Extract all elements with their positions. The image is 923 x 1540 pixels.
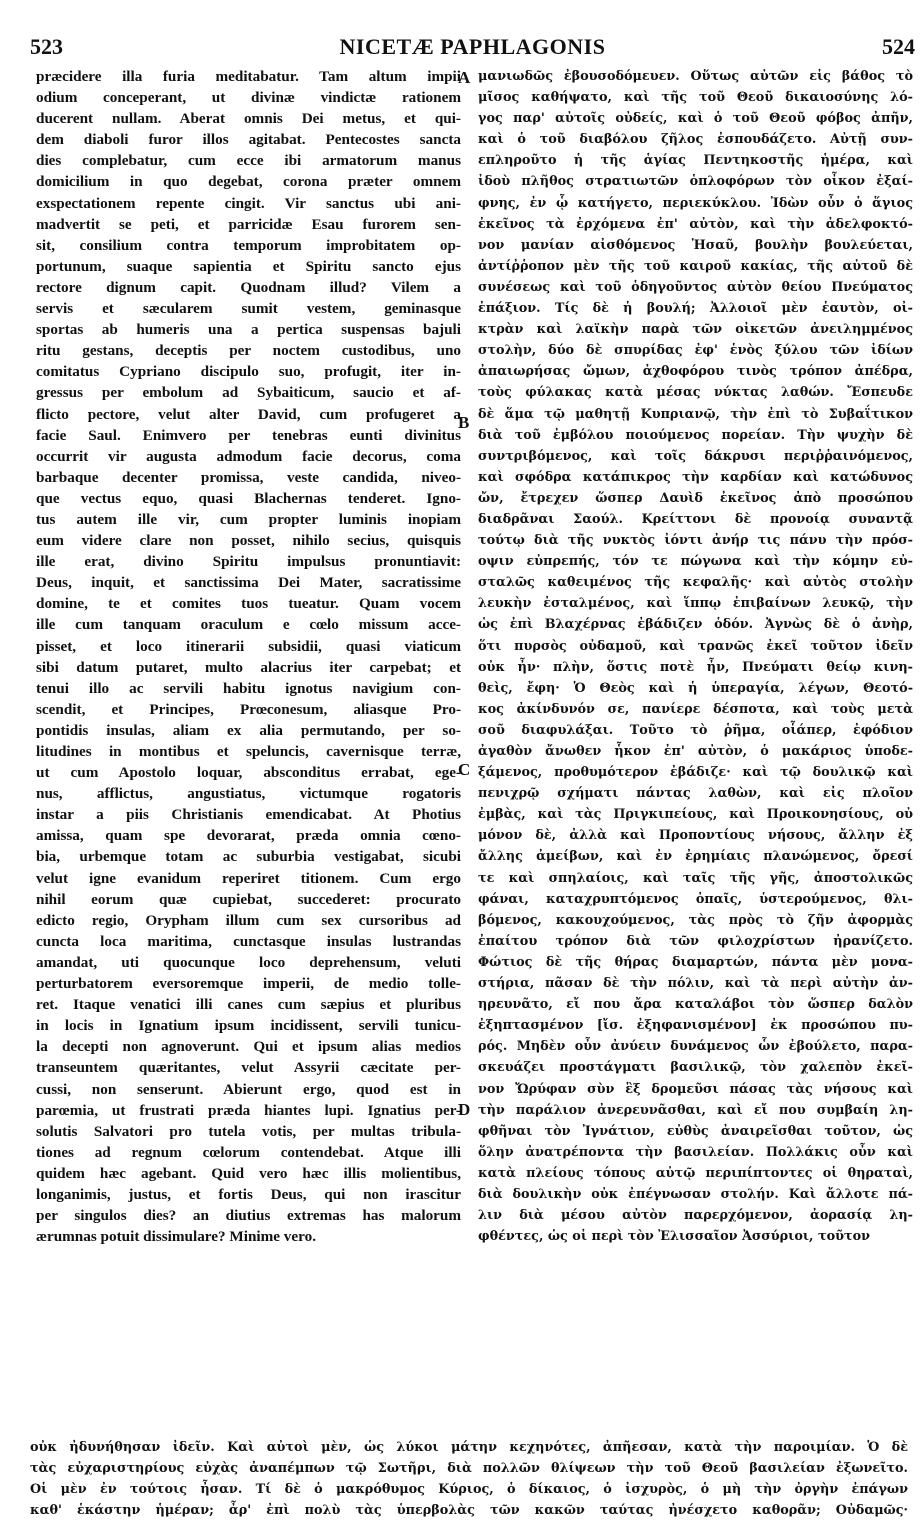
- greek-text-line: ἀντίῤῥοπον μὲν τῆς τοῦ καιροῦ κακίας, τῆς αὐτοῦ δὲ: [478, 258, 913, 274]
- greek-text-line: οὐκ ἦν· πλὴν, ὅστις ποτὲ ἦν, Πνεύματι θείῳ κινη-: [478, 659, 913, 675]
- greek-text-line: ἐξηπτασμένον [ἴσ. ἐξηφανισμένον] ἐκ προσώπου πυ-: [478, 1018, 913, 1034]
- latin-text-line: præcidere illa furia meditabatur. Tam altum impii: [36, 68, 461, 85]
- greek-text-line: τούτῳ διὰ τῆς νυκτὸς ἰόντι ἀνήρ τις πάνυ τὴν πρόσ-: [478, 533, 913, 549]
- greek-text-line: τε καὶ σπηλαίοις, καὶ ταῖς τῆς γῆς, ἀποστολικῶς: [478, 870, 913, 886]
- greek-text-line: οψιν εὐπρεπής, τόν τε πώγωνα καὶ τὴν κόμην εὐ-: [478, 554, 913, 570]
- greek-column: [478, 66, 913, 1247]
- latin-text-line: per singulos dies? an diutius extremas has malorum: [36, 1207, 461, 1225]
- latin-column: [36, 66, 461, 1247]
- latin-text-line: Deus, inquit, et sanctissima Dei Mater, sacratissime: [36, 574, 461, 592]
- greek-text-line: σκευάζει προστάγματι βασιλικῷ, τὸν χαλεπὸν ἐκεῖ-: [478, 1060, 913, 1076]
- latin-text-line: scendit, et Principes, Prœconesum, aliasque Pro-: [36, 700, 461, 718]
- greek-text-line: μῖσος καθήψατο, καὶ τῆς τοῦ Θεοῦ δικαιοσύνης λό-: [478, 90, 913, 106]
- greek-text-line: συντριβόμενος, καὶ τοῖς δάκρυσι περιῤῥαινόμενος,: [478, 448, 913, 464]
- latin-text-line: bia, urbemque totam ac suburbia vestigabat, sicubi: [36, 848, 461, 866]
- latin-text-line: nihil eorum quæ cupiebat, succederet: procurato: [36, 890, 461, 908]
- greek-text-line: ἀγαθὸν ἄνωθεν ἧκον ἐπ' αὐτὸν, ὁ μακάριος ὑποδε-: [478, 744, 913, 759]
- latin-text-line: servis et sæcularem sumit vestem, geminasque: [36, 300, 461, 318]
- section-marker-a: A: [458, 68, 471, 87]
- greek-text-line: ξάμενος, προθυμότερον ἐβάδιζε· καὶ τῷ δουλικῷ καὶ: [478, 765, 913, 781]
- latin-text-line: gressus per embolum ad Sybaiticum, saucio et af-: [36, 384, 461, 402]
- greek-text-line: διὰ δουλικὴν οὐκ ἐπέγνωσαν στολήν. Καὶ ἄλλοτε πά-: [478, 1186, 913, 1202]
- latin-text-line: sit, consilium contra temporum improbitatem op-: [36, 236, 461, 254]
- latin-text-line: facie Saul. Enimvero per tenebras eunti divinitus: [36, 426, 461, 444]
- greek-text-line: τὴν παράλιον ἀνερευνᾶσθαι, καὶ εἴ που συμβαίη λη-: [478, 1102, 913, 1118]
- greek-text-line: φθέντες, ὡς οἱ περὶ τὸν Ἐλισσαῖον Ἀσσύριοι, τοῦτον: [478, 1229, 871, 1245]
- greek-text-line: φθῆναι τὸν Ἰγνάτιον, εὐθὺς ἀναιρεῖσθαι τοῦτον, ὡς: [478, 1123, 913, 1139]
- latin-text-line: amandat, uti quocunque loco deprehensum, veluti: [36, 953, 461, 971]
- page-number-right: 524: [882, 34, 915, 59]
- latin-text-line: pontidis insulas, aliam ex alia permutando, per so-: [36, 721, 461, 739]
- latin-text-line: solutis Salvatori pro tutela votis, per multas tribula-: [36, 1122, 461, 1140]
- latin-text-line: transeuntem quæritantes, velut Assyrii cæcitate per-: [36, 1059, 461, 1077]
- greek-text-line: ὅλην ἀνατρέποντα τὴν βασιλείαν. Πολλάκις οὖν καὶ: [478, 1144, 913, 1160]
- section-marker-b: B: [458, 413, 470, 432]
- latin-text-line: rectore dignum capit. Quodnam illud? Vilem a: [36, 278, 461, 296]
- latin-text-line: pisset, et loco itinerarii subsidii, quasi viaticum: [36, 637, 461, 655]
- greek-text-line: τοὺς φύλακας κατὰ μέσας νύκτας λαθών. Ἔσπευδε: [478, 385, 913, 401]
- greek-text-line: στήρια, πᾶσαν δὲ τὴν πόλιν, καὶ τὰ περὶ αὐτὴν ἀν-: [478, 976, 913, 992]
- latin-text-line: exspectationem repente cingit. Vir sanctus ubi ani-: [36, 194, 461, 212]
- greek-text-line: ὤν, ἔτρεχεν ὥσπερ Δαυὶδ ἐκεῖνος ἀπὸ προσώπου: [478, 490, 913, 506]
- latin-text-line: tiones ad regnum cœlorum contendebat. Atque illi: [36, 1143, 461, 1161]
- latin-text-line: tenui illo ac servili habitu ignotus navigium con-: [36, 679, 461, 697]
- section-marker-d: D: [458, 1100, 471, 1119]
- latin-text-line: ærumnas potuit dissimulare? Minime vero.: [36, 1228, 316, 1246]
- section-marker-c: C: [458, 760, 471, 779]
- latin-text-line: ille cum tanquam oraculum e cœlo missum acce-: [36, 616, 461, 634]
- greek-text-line: νον μανίαν αἰσθόμενος Ἡσαῦ, βουλὴν βουλεύεται,: [478, 237, 913, 253]
- latin-text-line: domine, te et comites tuos tueatur. Quam vocem: [36, 595, 461, 613]
- latin-text-line: portunum, suaque sapientia et Spiritu sancto ejus: [36, 257, 461, 275]
- greek-text-line: επληροῦτο ἡ τῆς ἁγίας Πεντηκοστῆς ἡμέρα, καὶ: [478, 153, 913, 169]
- greek-text-line: ἀπαιωρήσας ὤμων, ἀχθοφόρου τινὸς τρόπον ἀπέδρα,: [478, 364, 913, 380]
- page-header: [30, 34, 915, 62]
- latin-text-line: flicto pectore, velut alter David, cum profugeret a: [36, 405, 461, 423]
- latin-text-line: barbaque decenter promissa, veste candida, niveo-: [36, 468, 461, 486]
- greek-text-line: ρός. Μηδὲν οὖν ἀνύειν δυνάμενος ὧν ἐβούλετο, παρα-: [478, 1039, 913, 1055]
- full-width-text-line: καθ' ἑκάστην ἡμέραν; ἆρ' ἐπὶ πολὺ τὰς ὑπερβολὰς τῶν κακῶν ταύτας ἠνέσχετο καθορᾶν; Οὐδαμῶς·: [30, 1503, 908, 1519]
- full-width-text-line: τὰς εὐχαριστηρίους εὐχὰς ἀναπέμπων τῷ Σωτῆρι, διὰ πολλῶν θλίψεων τὴν τοῦ Θεοῦ βασιλείαν ἐξωνεῖτο.: [30, 1461, 908, 1477]
- greek-text-line: δὲ ἅμα τῷ μαθητῇ Κυπριανῷ, τὴν ἐπὶ τὸ Συβαΐτικον: [478, 406, 913, 422]
- greek-text-line: φάναι, καταχρυπτόμενος ὀπαῖς, ὑστερούμενος, θλι-: [478, 891, 913, 907]
- latin-text-line: sportas ab humeris una a pertica suspensas bajuli: [36, 321, 461, 339]
- greek-text-line: φνης, ἐν ᾧ κατήγετο, περιεκύκλου. Ἰδὼν οὖν ὁ ἅγιος: [478, 195, 913, 211]
- greek-text-line: στολὴν, δύο δὲ σπυρίδας ἐφ' ἑνὸς ξύλου τῶν ἰδίων: [478, 343, 913, 359]
- latin-text-line: cussi, non senserunt. Abierunt ergo, quod est in: [36, 1080, 461, 1098]
- greek-text-line: ὅτι πυρσὸς οὐδαμοῦ, καὶ τρανῶς ἐκεῖ τοῦτον ἰδεῖν: [478, 638, 913, 654]
- greek-text-line: βόμενος, κακουχούμενος, τὰς πρὸς τὸ ζῆν ἀφορμὰς: [478, 912, 913, 928]
- greek-text-line: κατὰ πλείους τόπους αὐτῷ περιπίπτοντες οἱ θηραταὶ,: [478, 1165, 913, 1181]
- greek-text-line: σοῦ διαφυλάξαι. Τοῦτο τὸ ῥῆμα, οἷάπερ, ἐφόδιον: [478, 722, 913, 738]
- latin-text-line: edicto regio, Orypham illum cum sex cursoribus ad: [36, 911, 461, 929]
- latin-text-line: longanimis, justus, et fortis Deus, qui non irascitur: [36, 1185, 461, 1203]
- latin-text-line: ille erat, divino Spiritu impulsus pronuntiavit:: [36, 553, 461, 571]
- greek-text-line: λιν διὰ μέσου αὐτὸν παρερχόμενον, ἀορασίᾳ λη-: [478, 1208, 913, 1224]
- greek-text-line: καὶ σφόδρα κατάπικρος τὴν καρδίαν καὶ κατώδυνος: [478, 469, 913, 485]
- latin-text-line: domicilium in quo degebat, corona præter omnem: [36, 173, 461, 191]
- latin-text-line: instar a piis Christianis emendicabat. At Photius: [36, 806, 461, 824]
- latin-text-line: comitatus Cypriano discipulo suo, profugit, iter in-: [36, 363, 461, 381]
- latin-text-line: tus autem ille vir, cum propter luminis inopiam: [36, 510, 461, 528]
- running-title: NICETÆ PAPHLAGONIS: [339, 34, 606, 59]
- latin-text-line: odium conceperant, ut divinæ vindictæ rationem: [36, 89, 461, 107]
- latin-text-line: quidem hæc agebant. Quid vero hæc illis molientibus,: [36, 1164, 461, 1182]
- greek-text-line: νον Ὤρύφαν σὺν ἓξ δρομεῦσι πάσας τὰς νήσους καὶ: [478, 1081, 913, 1097]
- latin-text-line: eum videre clare non posset, nihilo secius, quisquis: [36, 532, 461, 550]
- greek-text-line: μόνον δὲ, ἀλλὰ καὶ Προποντίους νήσους, ἄλλην ἐξ: [478, 828, 913, 844]
- latin-text-line: la decepti non agnoverunt. Qui et ipsum alias medios: [36, 1038, 461, 1056]
- page-number-left: 523: [30, 34, 63, 59]
- latin-text-line: in locis in Ignatium ipsum incidissent, servili tunicu-: [36, 1017, 461, 1035]
- greek-text-line: ηρευνᾶτο, εἴ που ἄρα καταλάβοι τὸν ὥσπερ δαλὸν: [478, 997, 913, 1013]
- greek-text-line: γος παρ' αὐτοῖς οὐδείς, καὶ ὁ τοῦ Θεοῦ φόβος ἀπῆν,: [478, 111, 913, 127]
- greek-text-line: κτρὰν καὶ λαϊκὴν παρὰ τῶν οἰκετῶν ἀνειλημμένος: [478, 322, 913, 338]
- greek-text-line: σταλῶς καθειμένος τῆς κεφαλῆς· καὶ αὐτὸς στολὴν: [478, 575, 913, 591]
- latin-text-line: ret. Itaque venatici illi canes cum sæpius et pluribus: [36, 996, 461, 1014]
- latin-text-line: ducerent nullam. Aberat omnis Dei metus, et qui-: [36, 110, 461, 128]
- greek-text-line: θεὶς, ἔφη· Ὁ Θεὸς καὶ ἡ ὑπεραγία, λέγων, Θεοτό-: [478, 680, 913, 696]
- greek-text-line: ἄλλης ἀμείβων, καὶ ἐν ἐρημίαις πλανώμενος, ὄρεσί: [478, 849, 913, 865]
- greek-text-line: διὰ τοῦ ἐμβόλου ποιούμενος πορείαν. Τὴν ψυχὴν δὲ: [478, 427, 913, 443]
- latin-text-line: parœmia, ut frustrati præda hiantes lupi. Ignatius per-: [36, 1101, 461, 1119]
- full-width-greek-text: [30, 1437, 908, 1521]
- latin-text-line: occurrit vir augusta admodum facie decorus, coma: [36, 447, 461, 465]
- latin-text-line: litudines in montibus et speluncis, cavernisque terræ,: [36, 743, 461, 760]
- greek-text-line: ἐκεῖνος τὰ ἐρχόμενα ἐπ' αὐτὸν, καὶ τὴν ἀδελφοκτό-: [478, 216, 913, 232]
- greek-text-line: Φώτιος δὲ τῆς θήρας διαμαρτών, πάντα μὲν μονα-: [478, 954, 913, 970]
- latin-text-line: ritu gestans, deceptis per noctem custodibus, uno: [36, 342, 461, 360]
- greek-text-line: διαδρᾶναι Σαούλ. Κρείττονι δὲ προνοίᾳ συναντᾷ: [478, 511, 913, 527]
- greek-text-line: πενιχρῷ σχήματι πάντας λαθὼν, καὶ εἰς πλοῖον: [478, 786, 913, 802]
- latin-text-line: dem diaboli furor illos agitabat. Pentecostes sancta: [36, 131, 461, 149]
- latin-text-line: velut igne evanidum reperiret titionem. Cum ergo: [36, 869, 461, 887]
- latin-text-line: sibi datum putaret, multo alacrius iter carpebat; et: [36, 658, 461, 676]
- latin-text-line: dies complebatur, cum ecce ibi armatorum manus: [36, 152, 461, 170]
- greek-text-line: ἐπάξιον. Τίς δὲ ἡ βουλή; Ἀλλοιοῖ μὲν ἑαυτὸν, οἰ-: [478, 301, 913, 317]
- full-width-text-line: οὐκ ἠδυνήθησαν ἰδεῖν. Καὶ αὐτοὶ μὲν, ὡς λύκοι μάτην κεχηνότες, ἀπῆεσαν, κατὰ τὴν παροιμίαν. Ὁ δὲ: [30, 1440, 908, 1455]
- latin-text-line: madvertit se peti, et parricidæ Esau furorem sen-: [36, 215, 461, 233]
- greek-text-line: συνέσεως καὶ τοῦ ὁδηγοῦντος αὐτὸν θείου Πνεύματος: [478, 279, 913, 295]
- latin-text-line: amissa, quam spe devorarat, præda omnia cœno-: [36, 827, 461, 845]
- latin-text-line: que vectus equo, quasi Blachernas tenderet. Igno-: [36, 489, 461, 507]
- greek-text-line: ἐπαίτου τρόπον διὰ τῶν φιλοχρίστων ἠρανίζετο.: [478, 933, 913, 949]
- latin-text-line: perturbatorem eversoremque imperii, de medio tolle-: [36, 975, 461, 993]
- greek-text-line: ὡς ἐπὶ Βλαχέρνας ἐβάδιζεν ὁδόν. Ἀγνὼς δὲ ὁ ἀνὴρ,: [478, 617, 913, 633]
- greek-text-line: λευκὴν ἐσταλμένος, καὶ ἵππῳ ἐπιβαίνων λευκῷ, τὴν: [478, 596, 913, 612]
- full-width-text-line: Οἱ μὲν ἐν τούτοις ἦσαν. Τί δὲ ὁ μακρόθυμος Κύριος, ὁ δίκαιος, ὁ ἰσχυρὸς, ὁ μὴ τὴν ὀργὴν ἐπάγων: [30, 1482, 908, 1498]
- greek-text-line: μανιωδῶς ἐβουσοδόμευεν. Οὕτως αὐτῶν εἰς βάθος τὸ: [478, 69, 913, 84]
- greek-text-line: ἰδοὺ πλῆθος στρατιωτῶν ὁπλοφόρων τὸν οἶκον ἐξαί-: [478, 174, 913, 190]
- latin-text-line: nus, afflictus, angustiatus, victumque rogatoris: [36, 785, 461, 803]
- greek-text-line: καὶ ὁ τοῦ διαβόλου ζῆλος ἐσπουδάζετο. Αὐτῇ συν-: [478, 132, 913, 148]
- latin-text-line: ut cum Apostolo loquar, absconditus errabat, ege-: [36, 764, 461, 782]
- latin-text-line: cuncta loca maritima, cunctasque insulas lustrandas: [36, 932, 461, 950]
- greek-text-line: ἐμβὰς, καὶ τὰς Πριγκιπείους, καὶ Προικονησίους, οὐ: [478, 807, 913, 823]
- greek-text-line: κος ἀκίνδυνόν σε, πανίερε δέσποτα, καὶ τοὺς μετὰ: [478, 701, 913, 717]
